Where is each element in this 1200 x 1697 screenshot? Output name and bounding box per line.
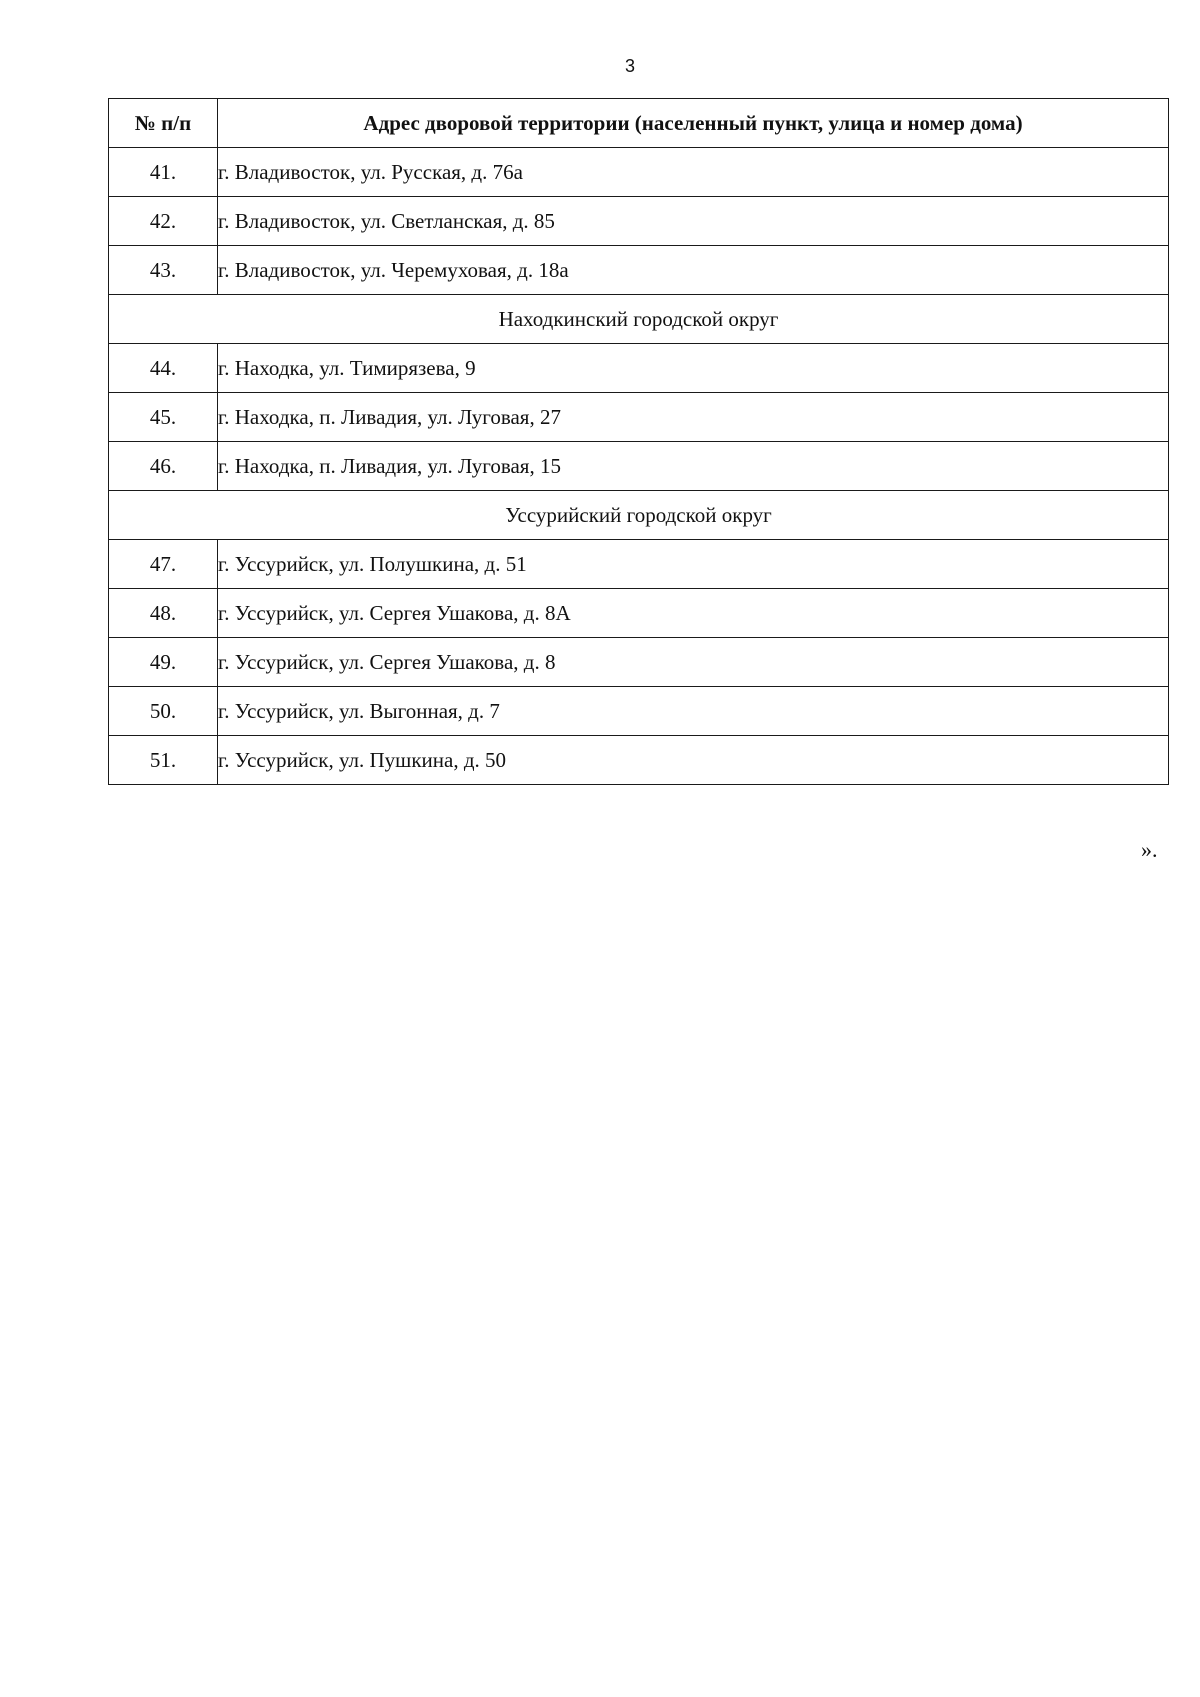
column-header-address: Адрес дворовой территории (населенный пункт, улица и номер дома) <box>218 99 1169 148</box>
table-row <box>109 638 1169 687</box>
row-address: г. Уссурийск, ул. Сергея Ушакова, д. 8 <box>218 638 1169 687</box>
page-number: 3 <box>624 56 635 76</box>
row-number: 43. <box>109 246 218 295</box>
row-number: 46. <box>109 442 218 491</box>
row-address: г. Находка, ул. Тимирязева, 9 <box>218 344 1169 393</box>
row-address: г. Уссурийск, ул. Пушкина, д. 50 <box>218 736 1169 785</box>
row-address: г. Уссурийск, ул. Сергея Ушакова, д. 8А <box>218 589 1169 638</box>
table-row <box>109 442 1169 491</box>
row-number: 41. <box>109 148 218 197</box>
section-heading: Уссурийский городской округ <box>109 491 1169 540</box>
row-address: г. Находка, п. Ливадия, ул. Луговая, 15 <box>218 442 1169 491</box>
row-address: г. Уссурийск, ул. Выгонная, д. 7 <box>218 687 1169 736</box>
closing-quote: ». <box>1141 837 1158 862</box>
table-row <box>109 393 1169 442</box>
section-row-ussuriysk <box>109 491 1169 540</box>
table-row <box>109 736 1169 785</box>
row-address: г. Уссурийск, ул. Полушкина, д. 51 <box>218 540 1169 589</box>
row-number: 44. <box>109 344 218 393</box>
table-row <box>109 197 1169 246</box>
table-row <box>109 148 1169 197</box>
row-address: г. Владивосток, ул. Черемуховая, д. 18а <box>218 246 1169 295</box>
table-header-row <box>109 99 1169 148</box>
table-row <box>109 344 1169 393</box>
address-table <box>108 98 1169 785</box>
row-number: 49. <box>109 638 218 687</box>
row-number: 42. <box>109 197 218 246</box>
table-row <box>109 589 1169 638</box>
row-number: 48. <box>109 589 218 638</box>
section-row-nakhodka <box>109 295 1169 344</box>
row-number: 51. <box>109 736 218 785</box>
row-address: г. Владивосток, ул. Русская, д. 76а <box>218 148 1169 197</box>
row-number: 50. <box>109 687 218 736</box>
section-heading: Находкинский городской округ <box>109 295 1169 344</box>
table-row <box>109 687 1169 736</box>
table-row <box>109 246 1169 295</box>
column-header-number: № п/п <box>109 99 218 148</box>
row-number: 47. <box>109 540 218 589</box>
row-address: г. Находка, п. Ливадия, ул. Луговая, 27 <box>218 393 1169 442</box>
row-number: 45. <box>109 393 218 442</box>
row-address: г. Владивосток, ул. Светланская, д. 85 <box>218 197 1169 246</box>
table-row <box>109 540 1169 589</box>
